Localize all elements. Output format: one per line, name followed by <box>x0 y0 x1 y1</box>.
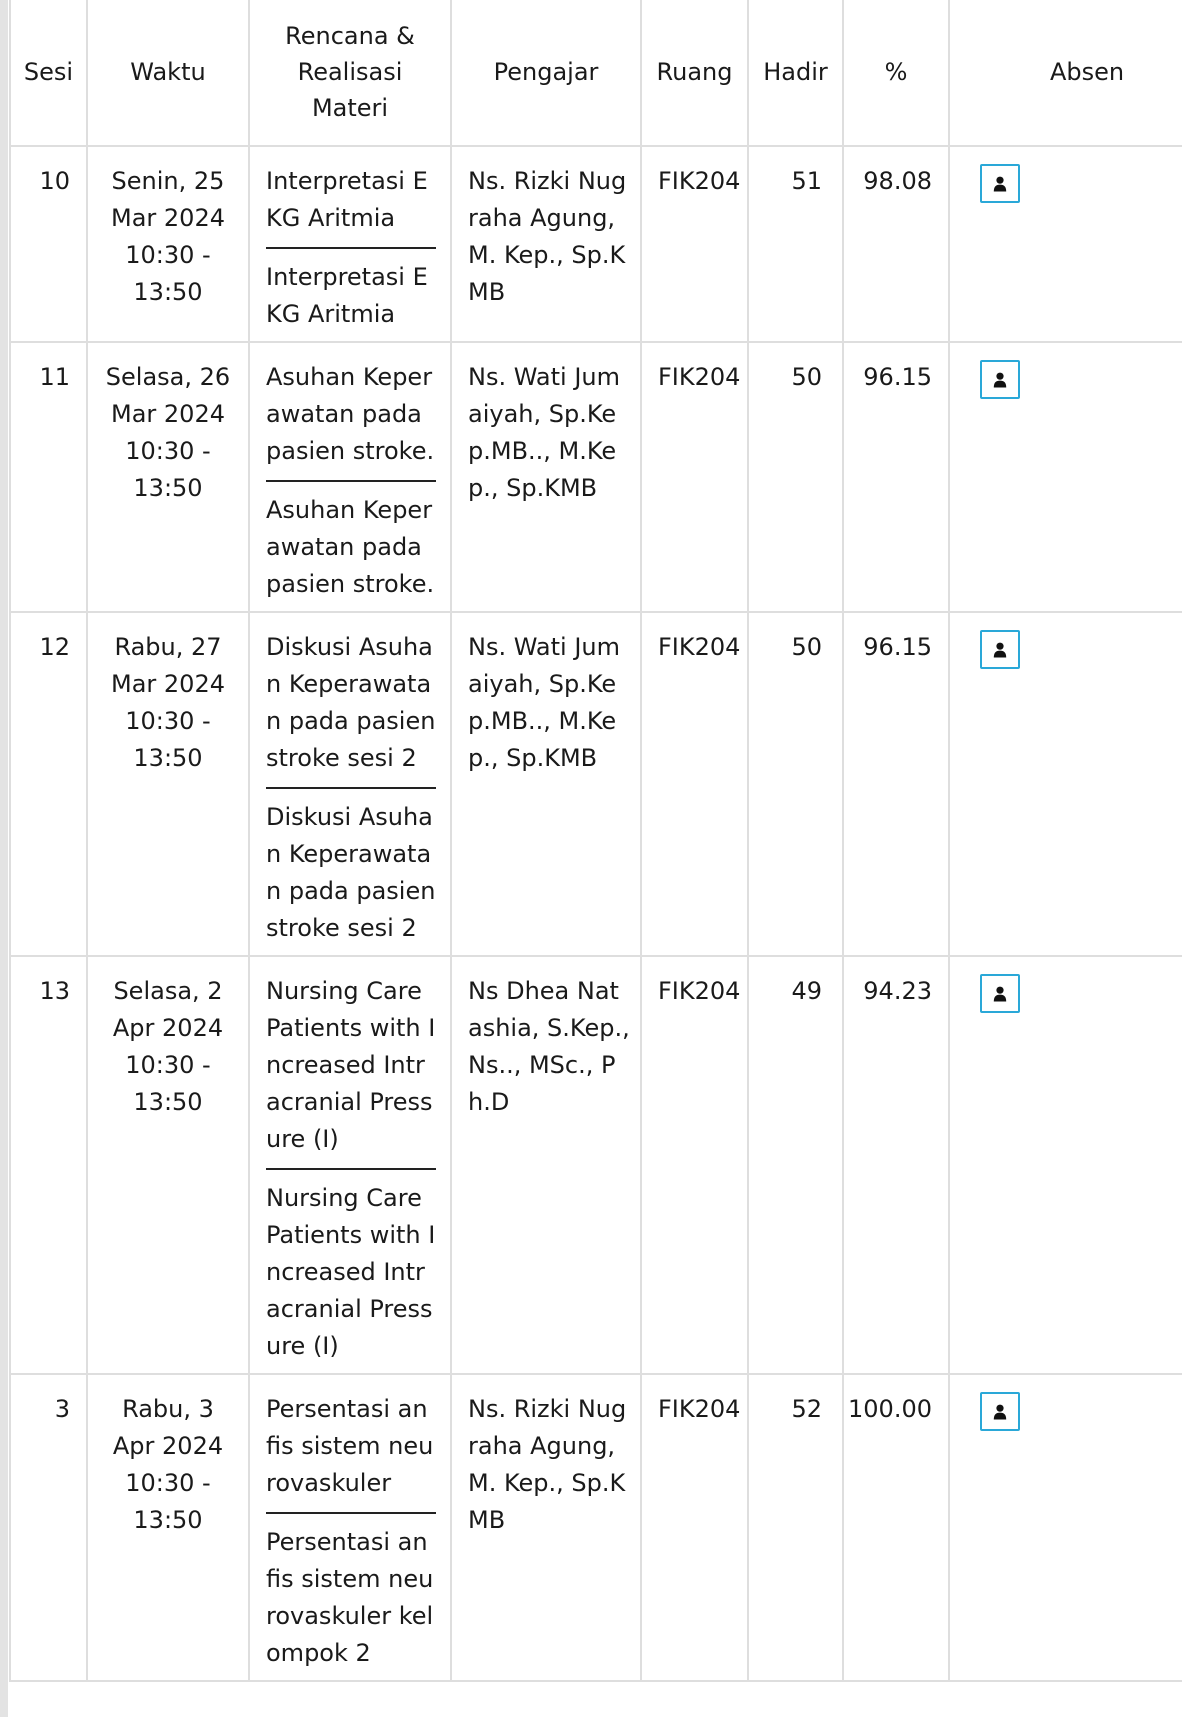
cell-absen <box>949 1374 1182 1681</box>
persen-value: 98.08 <box>863 167 932 195</box>
table-row <box>10 612 1182 956</box>
sesi-number: 12 <box>39 633 70 661</box>
materi-realisasi: Nursing Care Patients with Increased Intracranial Pressure (I) <box>266 1184 436 1360</box>
materi-divider <box>266 247 436 249</box>
cell-persen <box>843 612 949 956</box>
sesi-number: 3 <box>54 1395 70 1423</box>
waktu-hari: Rabu, 3 <box>122 1395 214 1423</box>
cell-absen <box>949 612 1182 956</box>
cell-sesi <box>10 342 87 612</box>
cell-persen <box>843 342 949 612</box>
header-hadir: Hadir <box>748 0 843 146</box>
cell-persen <box>843 1374 949 1681</box>
cell-hadir <box>748 342 843 612</box>
hadir-count: 49 <box>791 977 822 1005</box>
cell-persen <box>843 146 949 342</box>
session-table <box>9 0 1182 1682</box>
cell-ruang <box>641 1374 748 1681</box>
header-absen: Absen <box>949 0 1182 146</box>
sesi-number: 13 <box>39 977 70 1005</box>
cell-sesi <box>10 956 87 1374</box>
sesi-number: 11 <box>39 363 70 391</box>
ruang-code: FIK204 <box>658 1395 741 1423</box>
cell-materi <box>249 1374 451 1681</box>
materi-divider <box>266 480 436 482</box>
cell-materi <box>249 612 451 956</box>
hadir-count: 50 <box>791 633 822 661</box>
table-row <box>10 342 1182 612</box>
hadir-count: 50 <box>791 363 822 391</box>
header-ruang: Ruang <box>641 0 748 146</box>
materi-rencana: Persentasi anfis sistem neurovaskuler <box>266 1395 434 1497</box>
cell-hadir <box>748 146 843 342</box>
waktu-hari: Rabu, 27 <box>114 633 222 661</box>
cell-waktu <box>87 342 249 612</box>
absen-button[interactable] <box>980 630 1020 669</box>
ruang-code: FIK204 <box>658 363 741 391</box>
persen-value: 100.00 <box>848 1395 932 1423</box>
cell-waktu <box>87 146 249 342</box>
waktu-jam-selesai: 13:50 <box>133 278 203 306</box>
user-icon <box>993 1404 1007 1420</box>
materi-divider <box>266 1168 436 1170</box>
cell-pengajar <box>451 612 641 956</box>
waktu-tanggal: Mar 2024 <box>111 670 225 698</box>
cell-pengajar <box>451 146 641 342</box>
materi-rencana: Diskusi Asuhan Keperawatan pada pasien stroke sesi 2 <box>266 633 436 772</box>
cell-sesi <box>10 612 87 956</box>
header-persen: % <box>843 0 949 146</box>
persen-value: 96.15 <box>863 363 932 391</box>
persen-value: 96.15 <box>863 633 932 661</box>
hadir-count: 52 <box>791 1395 822 1423</box>
materi-rencana: Interpretasi EKG Aritmia <box>266 167 428 232</box>
header-materi-line1: Rencana & <box>285 21 415 50</box>
waktu-tanggal: Mar 2024 <box>111 400 225 428</box>
cell-absen <box>949 146 1182 342</box>
materi-realisasi: Persentasi anfis sistem neurovaskuler kelompok 2 <box>266 1528 434 1667</box>
waktu-hari: Selasa, 2 <box>113 977 223 1005</box>
cell-materi <box>249 146 451 342</box>
waktu-jam-mulai: 10:30 - <box>125 1469 211 1497</box>
waktu-jam-mulai: 10:30 - <box>125 437 211 465</box>
table-row <box>10 956 1182 1374</box>
sesi-number: 10 <box>39 167 70 195</box>
header-sesi: Sesi <box>10 0 87 146</box>
cell-absen <box>949 342 1182 612</box>
materi-divider <box>266 1512 436 1514</box>
absen-button[interactable] <box>980 164 1020 203</box>
waktu-jam-mulai: 10:30 - <box>125 241 211 269</box>
absen-button[interactable] <box>980 974 1020 1013</box>
table-row <box>10 1374 1182 1681</box>
cell-ruang <box>641 612 748 956</box>
absen-button[interactable] <box>980 1392 1020 1431</box>
materi-divider <box>266 787 436 789</box>
waktu-hari: Selasa, 26 <box>105 363 231 391</box>
waktu-jam-mulai: 10:30 - <box>125 707 211 735</box>
ruang-code: FIK204 <box>658 977 741 1005</box>
cell-hadir <box>748 612 843 956</box>
materi-realisasi: Asuhan Keperawatan pada pasien stroke. <box>266 496 435 598</box>
waktu-jam-selesai: 13:50 <box>133 1088 203 1116</box>
waktu-tanggal: Apr 2024 <box>112 1432 224 1460</box>
materi-realisasi: Interpretasi EKG Aritmia <box>266 263 428 328</box>
cell-ruang <box>641 146 748 342</box>
header-materi-line3: Materi <box>311 93 389 122</box>
cell-pengajar <box>451 342 641 612</box>
table-row <box>10 146 1182 342</box>
cell-ruang <box>641 342 748 612</box>
cell-hadir <box>748 1374 843 1681</box>
pengajar-name: Ns. Wati Jumaiyah, Sp.Kep.MB.., M.Kep., Sp.KMB <box>468 633 620 772</box>
table-header-row <box>10 0 1182 146</box>
waktu-tanggal: Apr 2024 <box>112 1014 224 1042</box>
materi-rencana: Asuhan Keperawatan pada pasien stroke. <box>266 363 435 465</box>
waktu-jam-selesai: 13:50 <box>133 1506 203 1534</box>
pengajar-name: Ns. Wati Jumaiyah, Sp.Kep.MB.., M.Kep., Sp.KMB <box>468 363 620 502</box>
cell-persen <box>843 956 949 1374</box>
header-materi <box>249 0 451 146</box>
waktu-jam-selesai: 13:50 <box>133 474 203 502</box>
cell-waktu <box>87 612 249 956</box>
pengajar-name: Ns Dhea Natashia, S.Kep., Ns.., MSc., Ph.D <box>468 977 630 1116</box>
cell-sesi <box>10 146 87 342</box>
persen-value: 94.23 <box>863 977 932 1005</box>
ruang-code: FIK204 <box>658 167 741 195</box>
waktu-jam-mulai: 10:30 - <box>125 1051 211 1079</box>
header-pengajar: Pengajar <box>451 0 641 146</box>
cell-waktu <box>87 1374 249 1681</box>
user-icon <box>993 642 1007 658</box>
absen-button[interactable] <box>980 360 1020 399</box>
pengajar-name: Ns. Rizki Nugraha Agung, M. Kep., Sp.KMB <box>468 167 627 306</box>
cell-materi <box>249 956 451 1374</box>
user-icon <box>993 372 1007 388</box>
waktu-hari: Senin, 25 <box>111 167 225 195</box>
cell-pengajar <box>451 956 641 1374</box>
materi-realisasi: Diskusi Asuhan Keperawatan pada pasien stroke sesi 2 <box>266 803 436 942</box>
header-waktu: Waktu <box>87 0 249 146</box>
cell-sesi <box>10 1374 87 1681</box>
waktu-jam-selesai: 13:50 <box>133 744 203 772</box>
user-icon <box>993 176 1007 192</box>
user-icon <box>993 986 1007 1002</box>
cell-ruang <box>641 956 748 1374</box>
cell-materi <box>249 342 451 612</box>
hadir-count: 51 <box>791 167 822 195</box>
cell-absen <box>949 956 1182 1374</box>
waktu-tanggal: Mar 2024 <box>111 204 225 232</box>
cell-hadir <box>748 956 843 1374</box>
cell-waktu <box>87 956 249 1374</box>
ruang-code: FIK204 <box>658 633 741 661</box>
pengajar-name: Ns. Rizki Nugraha Agung, M. Kep., Sp.KMB <box>468 1395 627 1534</box>
left-scroll-edge <box>0 0 8 1717</box>
materi-rencana: Nursing Care Patients with Increased Intracranial Pressure (I) <box>266 977 436 1153</box>
header-materi-line2: Realisasi <box>297 57 403 86</box>
cell-pengajar <box>451 1374 641 1681</box>
